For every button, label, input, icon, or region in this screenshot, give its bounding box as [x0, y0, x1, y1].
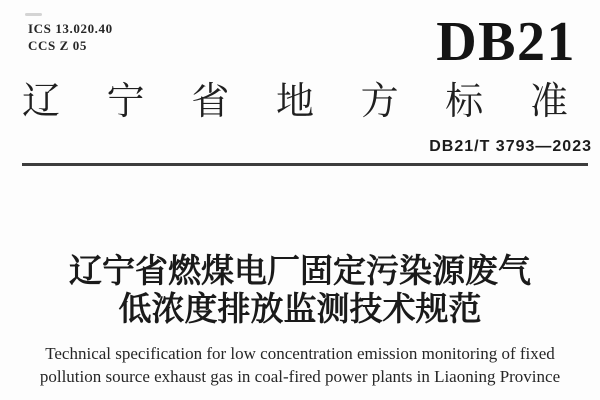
title-cn-line1: 辽宁省燃煤电厂固定污染源废气	[69, 252, 531, 289]
standard-type-char: 辽	[22, 81, 61, 123]
standard-type-char: 宁	[106, 81, 145, 123]
title-en-line1: Technical specification for low concentration emission monitoring of fixed	[45, 344, 555, 363]
standard-type-char: 标	[445, 81, 484, 123]
standard-type-char: 方	[360, 81, 399, 123]
ics-code: ICS 13.020.40	[28, 21, 113, 36]
standard-type-char: 准	[529, 81, 568, 123]
document-title-english	[0, 342, 600, 388]
document-title-chinese	[0, 252, 600, 328]
standard-type-char: 地	[275, 81, 314, 123]
divider-line	[22, 163, 588, 166]
classification-codes	[28, 20, 113, 54]
standard-type-heading	[22, 83, 568, 121]
title-en-line2: pollution source exhaust gas in coal-fired power plants in Liaoning Province	[39, 367, 561, 386]
scan-smudge-artifact	[25, 13, 42, 16]
standard-type-char: 省	[191, 81, 230, 123]
standard-number: DB21/T 3793—2023	[429, 138, 592, 155]
ccs-code: CCS Z 05	[28, 38, 87, 53]
db21-logo: DB21	[436, 11, 576, 73]
title-cn-line2: 低浓度排放监测技术规范	[118, 290, 482, 327]
